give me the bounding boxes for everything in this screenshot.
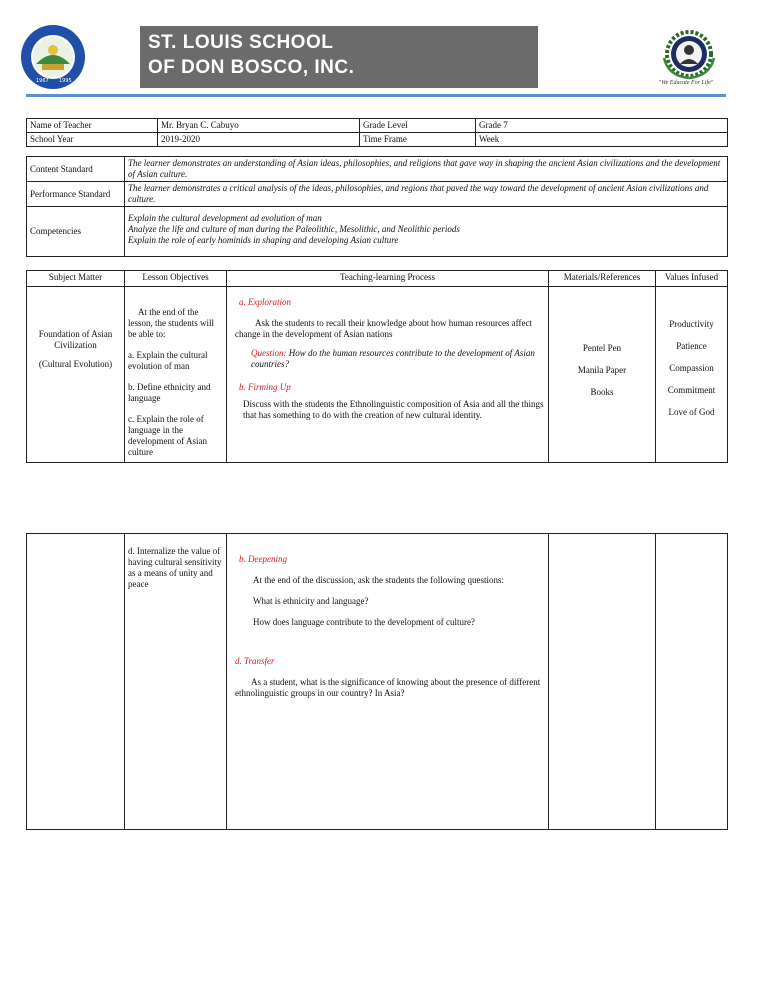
objectives-cell-continued xyxy=(125,534,227,830)
time-value: Week xyxy=(476,133,728,147)
exploration-title: a. Exploration xyxy=(239,297,291,307)
grade-value: Grade 7 xyxy=(476,119,728,133)
firming-up-text: Discuss with the students the Ethnolinguistic composition of Asia and all the things that has something to do with the creation of new cultural identity. xyxy=(243,399,544,420)
deepening-intro: At the end of the discussion, ask the students the following questions: xyxy=(253,575,504,585)
grade-label: Grade Level xyxy=(360,119,476,133)
seal-year-2: 1995 xyxy=(59,78,72,84)
content-standard-label: Content Standard xyxy=(27,157,125,182)
objective-item: d. Internalize the value of having cultural sensitivity as a means of unity and peace xyxy=(128,546,222,589)
header-lesson-objectives: Lesson Objectives xyxy=(125,271,227,287)
header-materials: Materials/References xyxy=(549,271,656,287)
header-divider xyxy=(26,94,726,97)
school-name-line1: ST. LOUIS SCHOOL xyxy=(148,32,334,53)
materials-cell xyxy=(549,287,656,463)
value-item: Commitment xyxy=(667,385,716,395)
deepening-title: b. Deepening xyxy=(239,554,287,564)
subject-matter-cell-empty xyxy=(27,534,125,830)
competency-item: Explain the cultural development ad evolution of man xyxy=(128,213,322,223)
material-item: Books xyxy=(590,387,614,397)
gear-logo xyxy=(660,28,718,80)
firming-up-title: b. Firming Up xyxy=(239,382,291,392)
header-teaching-process: Teaching-learning Process xyxy=(227,271,549,287)
teaching-process-cell xyxy=(227,287,549,463)
value-item: Love of God xyxy=(668,407,715,417)
year-label: School Year xyxy=(27,133,158,147)
school-motto: "We Educate For Life" xyxy=(658,80,714,86)
value-item: Compassion xyxy=(669,363,714,373)
performance-standard-label: Performance Standard xyxy=(27,182,125,207)
teaching-process-cell-continued xyxy=(227,534,549,830)
question-text: How do the human resources contribute to the development of Asian countries? xyxy=(251,348,535,369)
competencies-list xyxy=(125,207,728,257)
value-item: Productivity xyxy=(669,319,714,329)
seal-year-1: 1967 xyxy=(36,78,49,84)
material-item: Manila Paper xyxy=(577,365,627,375)
exploration-text: Ask the students to recall their knowledge about how human resources affect change in the development of Asian nations xyxy=(235,318,533,339)
question-label: Question: xyxy=(251,348,287,358)
transfer-text: As a student, what is the significance of knowing about the presence of different ethnolinguistic groups in our country? In Asia? xyxy=(235,677,541,698)
header-values: Values Infused xyxy=(656,271,728,287)
year-value: 2019-2020 xyxy=(158,133,360,147)
performance-standard-text: The learner demonstrates a critical analysis of the ideas, philosophies, and regions that paved the way toward the development of ancient Asian civilizations and culture. xyxy=(125,182,728,207)
objective-item: c. Explain the role of language in the development of Asian culture xyxy=(128,414,207,457)
time-label: Time Frame xyxy=(360,133,476,147)
deepening-question: How does language contribute to the development of culture? xyxy=(253,617,475,627)
subject-title: Foundation of Asian Civilization xyxy=(38,329,113,350)
school-name-line2: OF DON BOSCO, INC. xyxy=(148,57,355,78)
header-banner xyxy=(140,26,538,88)
competencies-label: Competencies xyxy=(27,207,125,257)
competency-item: Explain the role of early hominids in shaping and developing Asian culture xyxy=(128,235,399,245)
subject-subtitle: (Cultural Evolution) xyxy=(38,359,113,369)
content-standard-text: The learner demonstrates an understanding of Asian ideas, philosophies, and religions that gave way in shaping the ancient Asian civilizations and the development of Asian culture. xyxy=(125,157,728,182)
teacher-info-table xyxy=(26,118,728,147)
teacher-label: Name of Teacher xyxy=(27,119,158,133)
objective-item: b. Define ethnicity and language xyxy=(128,382,211,403)
objective-item: a. Explain the cultural evolution of man xyxy=(128,350,208,371)
deepening-question: What is ethnicity and language? xyxy=(253,596,369,606)
lesson-plan-table xyxy=(26,270,728,463)
materials-cell-empty xyxy=(549,534,656,830)
material-item: Pentel Pen xyxy=(582,343,622,353)
standards-table xyxy=(26,156,728,257)
exploration-question xyxy=(251,348,545,370)
objectives-cell xyxy=(125,287,227,463)
values-cell xyxy=(656,287,728,463)
header-subject-matter: Subject Matter xyxy=(27,271,125,287)
objectives-intro: At the end of the lesson, the students will be able to: xyxy=(128,307,214,339)
competency-item: Analyze the life and culture of man during the Paleolithic, Mesolithic, and Neolithic periods xyxy=(128,224,460,234)
school-seal-logo xyxy=(20,24,86,90)
values-cell-empty xyxy=(656,534,728,830)
transfer-title: d. Transfer xyxy=(235,656,275,666)
subject-matter-cell xyxy=(27,287,125,463)
teacher-value: Mr. Bryan C. Cabuyo xyxy=(158,119,360,133)
value-item: Patience xyxy=(676,341,707,351)
lesson-plan-table-continued xyxy=(26,533,728,830)
